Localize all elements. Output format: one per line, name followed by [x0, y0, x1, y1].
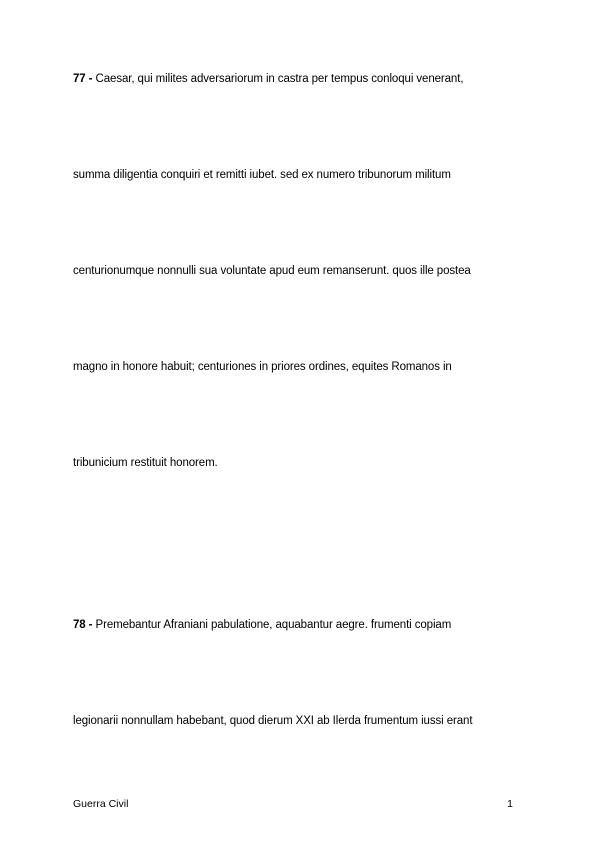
- paragraph-77-line-4: magno in honore habuit; centuriones in priores ordines, equites Romanos in: [73, 361, 452, 373]
- paragraph-number: 77 -: [73, 73, 93, 85]
- page-number: 1: [507, 798, 513, 810]
- footer-title: Guerra Civil: [73, 798, 129, 810]
- paragraph-78-line-2: legionarii nonnullam habebant, quod dierum XXI ab Ilerda frumentum iussi erant: [73, 715, 473, 727]
- paragraph-77-line-5: tribunicium restituit honorem.: [73, 457, 218, 469]
- paragraph-number: 78 -: [73, 619, 93, 631]
- paragraph-text: Premebantur Afraniani pabulatione, aquabantur aegre. frumenti copiam: [92, 619, 452, 631]
- paragraph-text: Caesar, qui milites adversariorum in castra per tempus conloqui venerant,: [92, 73, 464, 85]
- paragraph-78-line-1: [73, 618, 451, 632]
- paragraph-77-line-3: centurionumque nonnulli sua voluntate apud eum remanserunt. quos ille postea: [73, 265, 471, 277]
- paragraph-77-line-1: [73, 72, 463, 86]
- paragraph-77-line-2: summa diligentia conquiri et remitti iubet. sed ex numero tribunorum militum: [73, 169, 451, 181]
